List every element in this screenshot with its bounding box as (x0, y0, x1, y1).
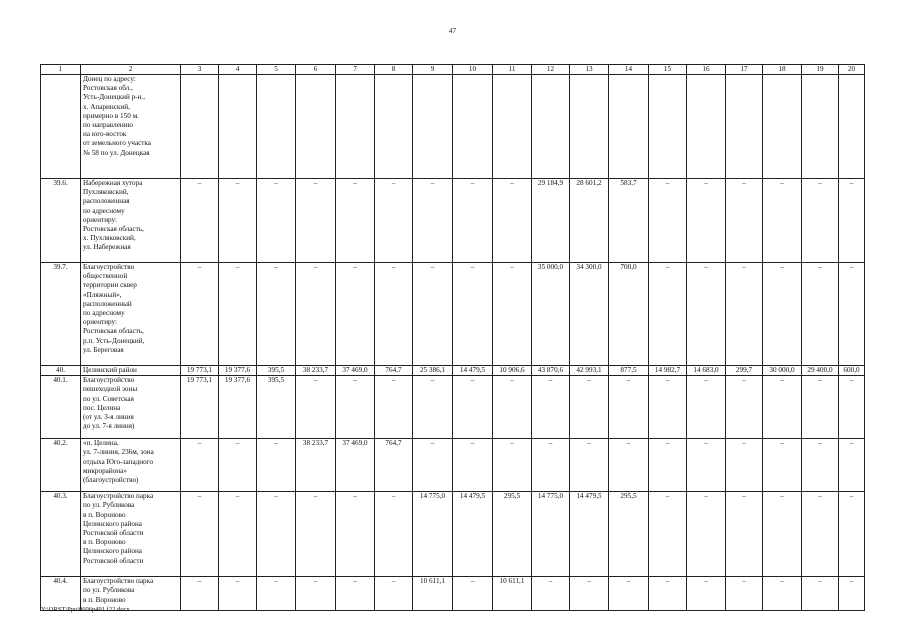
row-number-cell: 40. (41, 366, 81, 376)
object-name-cell: Благоустройство парка по ул. Рубликова в п. Вороново Целинского района Ростовской области в п. Вороново Целинского района Ростовской области (81, 492, 181, 577)
value-cell: 10 906,6 (493, 366, 532, 376)
value-cell (453, 75, 493, 179)
column-number-cell: 8 (375, 65, 413, 75)
value-cell: – (181, 439, 219, 492)
value-cell: – (219, 179, 257, 263)
value-cell (375, 75, 413, 179)
value-cell: – (649, 376, 687, 439)
column-number-cell: 10 (453, 65, 493, 75)
value-cell: – (609, 376, 649, 439)
value-cell: – (375, 376, 413, 439)
value-cell: – (687, 179, 726, 263)
value-cell: 14 982,7 (649, 366, 687, 376)
value-cell: 42 993,1 (570, 366, 609, 376)
value-cell: 38 233,7 (296, 366, 336, 376)
value-cell: – (296, 376, 336, 439)
value-cell: 43 870,6 (532, 366, 570, 376)
value-cell: – (181, 263, 219, 366)
value-cell: 600,0 (839, 366, 865, 376)
column-number-cell: 6 (296, 65, 336, 75)
value-cell: 583,7 (609, 179, 649, 263)
value-cell: – (532, 376, 570, 439)
column-number-cell: 13 (570, 65, 609, 75)
value-cell: – (453, 179, 493, 263)
value-cell: – (687, 577, 726, 611)
value-cell: – (453, 439, 493, 492)
value-cell: – (687, 376, 726, 439)
value-cell: – (257, 263, 296, 366)
value-cell: – (687, 492, 726, 577)
value-cell: – (296, 179, 336, 263)
table-row (41, 179, 865, 263)
value-cell: 395,5 (257, 366, 296, 376)
row-number-cell: 40.3. (41, 492, 81, 577)
column-number-cell: 18 (763, 65, 802, 75)
value-cell: – (763, 263, 802, 366)
object-name-cell: Целинский район (81, 366, 181, 376)
value-cell: – (257, 179, 296, 263)
value-cell: – (802, 179, 839, 263)
value-cell: – (763, 179, 802, 263)
column-number-cell: 1 (41, 65, 81, 75)
value-cell: 10 611,1 (493, 577, 532, 611)
value-cell: – (453, 376, 493, 439)
value-cell: 19 377,6 (219, 366, 257, 376)
file-path-footer: Y:\ORST\Ppo\0606p491.f22.docx (41, 606, 130, 613)
value-cell: – (726, 577, 763, 611)
column-number-cell: 2 (81, 65, 181, 75)
column-number-cell: 19 (802, 65, 839, 75)
value-cell: – (453, 577, 493, 611)
value-cell: – (763, 577, 802, 611)
object-name-cell: «п. Целина, ул. 7-линия, 236м, зона отдыха Юго-западного микрорайона» (благоустройство) (81, 439, 181, 492)
value-cell: – (336, 263, 375, 366)
column-number-cell: 4 (219, 65, 257, 75)
value-cell: 14 683,0 (687, 366, 726, 376)
object-name-cell: Донец по адресу: Ростовская обл., Усть-Донецкий р-н., х. Апаринский, примерно в 150 м. по направлению на юго-восток от земельного участка № 58 по ул. Донецкая (81, 75, 181, 179)
value-cell: 14 479,5 (570, 492, 609, 577)
table-row (41, 492, 865, 577)
value-cell: – (839, 376, 865, 439)
value-cell (257, 75, 296, 179)
value-cell: – (570, 376, 609, 439)
column-number-cell: 3 (181, 65, 219, 75)
value-cell: – (336, 376, 375, 439)
value-cell (219, 75, 257, 179)
table-row (41, 376, 865, 439)
value-cell: – (802, 577, 839, 611)
column-number-cell: 11 (493, 65, 532, 75)
value-cell: – (219, 439, 257, 492)
object-name-cell: Благоустройство парка по ул. Рубликова в п. Вороново (81, 577, 181, 611)
column-number-cell: 12 (532, 65, 570, 75)
value-cell: – (375, 179, 413, 263)
value-cell (763, 75, 802, 179)
value-cell: – (839, 439, 865, 492)
value-cell: – (336, 577, 375, 611)
value-cell: – (219, 577, 257, 611)
object-name-cell: Благоустройство пешеходной зоны по ул. Советская пос. Целина (от ул. 3-я линия до ул. 7-я линия) (81, 376, 181, 439)
value-cell: 19 773,1 (181, 376, 219, 439)
column-number-cell: 16 (687, 65, 726, 75)
value-cell (609, 75, 649, 179)
header-row (41, 65, 865, 75)
value-cell: – (493, 439, 532, 492)
value-cell: 14 775,0 (532, 492, 570, 577)
value-cell: – (839, 263, 865, 366)
column-number-cell: 14 (609, 65, 649, 75)
value-cell: 299,7 (726, 366, 763, 376)
value-cell: – (726, 263, 763, 366)
row-number-cell: 40.4. (41, 577, 81, 611)
value-cell: 295,5 (493, 492, 532, 577)
value-cell: 14 775,0 (413, 492, 453, 577)
value-cell: 764,7 (375, 439, 413, 492)
value-cell (413, 75, 453, 179)
value-cell: 28 601,2 (570, 179, 609, 263)
value-cell: – (219, 492, 257, 577)
value-cell (649, 75, 687, 179)
value-cell: – (493, 376, 532, 439)
value-cell (687, 75, 726, 179)
value-cell: – (257, 577, 296, 611)
value-cell: – (763, 439, 802, 492)
table-row (41, 263, 865, 366)
value-cell: – (375, 263, 413, 366)
value-cell: 29 184,9 (532, 179, 570, 263)
value-cell (802, 75, 839, 179)
column-number-cell: 7 (336, 65, 375, 75)
value-cell: – (570, 577, 609, 611)
value-cell: – (726, 376, 763, 439)
object-name-cell: Благоустройство общественной территории сквер «Пляжный», расположенный по адресному ориентиру: Ростовская область, р.п. Усть-Донецкий, ул. Береговая (81, 263, 181, 366)
value-cell: 295,5 (609, 492, 649, 577)
value-cell: 19 377,6 (219, 376, 257, 439)
value-cell: – (296, 492, 336, 577)
value-cell: – (413, 263, 453, 366)
value-cell: – (375, 492, 413, 577)
column-number-cell: 5 (257, 65, 296, 75)
value-cell: – (763, 492, 802, 577)
value-cell: – (649, 439, 687, 492)
value-cell: 30 000,0 (763, 366, 802, 376)
value-cell: 395,5 (257, 376, 296, 439)
object-name-cell: Набережная хутора Пухляковский, расположенная по адресному ориентиру: Ростовская область, х. Пухляковский, ул. Набережная (81, 179, 181, 263)
value-cell: 14 479,5 (453, 366, 493, 376)
value-cell: – (296, 263, 336, 366)
value-cell: – (336, 492, 375, 577)
column-number-cell: 20 (839, 65, 865, 75)
value-cell (726, 75, 763, 179)
value-cell: – (726, 439, 763, 492)
value-cell: – (687, 263, 726, 366)
value-cell: 10 611,1 (413, 577, 453, 611)
value-cell: 19 773,1 (181, 366, 219, 376)
value-cell: – (802, 263, 839, 366)
value-cell: – (726, 179, 763, 263)
value-cell (532, 75, 570, 179)
row-number-cell: 39.6. (41, 179, 81, 263)
value-cell: 37 469,0 (336, 366, 375, 376)
value-cell: – (219, 263, 257, 366)
table-row (41, 577, 865, 611)
value-cell: – (257, 439, 296, 492)
row-number-cell: 39.7. (41, 263, 81, 366)
page-number: 47 (449, 27, 456, 35)
value-cell (839, 75, 865, 179)
value-cell: 25 386,1 (413, 366, 453, 376)
value-cell: – (532, 439, 570, 492)
table-row (41, 75, 865, 179)
value-cell: – (609, 439, 649, 492)
value-cell: – (802, 376, 839, 439)
table-row (41, 439, 865, 492)
value-cell: – (181, 179, 219, 263)
value-cell (336, 75, 375, 179)
value-cell: – (493, 263, 532, 366)
value-cell: – (413, 179, 453, 263)
value-cell: – (763, 376, 802, 439)
value-cell: – (649, 492, 687, 577)
value-cell: – (181, 577, 219, 611)
value-cell: – (570, 439, 609, 492)
row-number-cell: 40.2. (41, 439, 81, 492)
row-number-cell: 40.1. (41, 376, 81, 439)
row-number-cell (41, 75, 81, 179)
value-cell: 29 400,0 (802, 366, 839, 376)
value-cell: – (413, 439, 453, 492)
value-cell (181, 75, 219, 179)
column-number-cell: 15 (649, 65, 687, 75)
value-cell: – (649, 263, 687, 366)
value-cell: 34 300,0 (570, 263, 609, 366)
value-cell: 35 000,0 (532, 263, 570, 366)
value-cell: – (802, 439, 839, 492)
value-cell: – (839, 492, 865, 577)
value-cell: – (257, 492, 296, 577)
value-cell: – (839, 179, 865, 263)
value-cell: – (375, 577, 413, 611)
value-cell (296, 75, 336, 179)
column-number-cell: 17 (726, 65, 763, 75)
value-cell: – (181, 492, 219, 577)
value-cell: – (609, 577, 649, 611)
value-cell: – (336, 179, 375, 263)
value-cell: – (296, 577, 336, 611)
value-cell: – (839, 577, 865, 611)
value-cell: 764,7 (375, 366, 413, 376)
value-cell: 38 233,7 (296, 439, 336, 492)
value-cell: – (649, 179, 687, 263)
value-cell: – (413, 376, 453, 439)
value-cell: 700,0 (609, 263, 649, 366)
value-cell: – (532, 577, 570, 611)
value-cell: 37 469,0 (336, 439, 375, 492)
value-cell: – (802, 492, 839, 577)
value-cell: – (453, 263, 493, 366)
value-cell: – (726, 492, 763, 577)
table-row (41, 366, 865, 376)
value-cell: – (649, 577, 687, 611)
value-cell (493, 75, 532, 179)
column-number-cell: 9 (413, 65, 453, 75)
value-cell (570, 75, 609, 179)
value-cell: 877,5 (609, 366, 649, 376)
value-cell: – (493, 179, 532, 263)
value-cell: – (687, 439, 726, 492)
budget-table (40, 64, 865, 611)
value-cell: 14 479,5 (453, 492, 493, 577)
